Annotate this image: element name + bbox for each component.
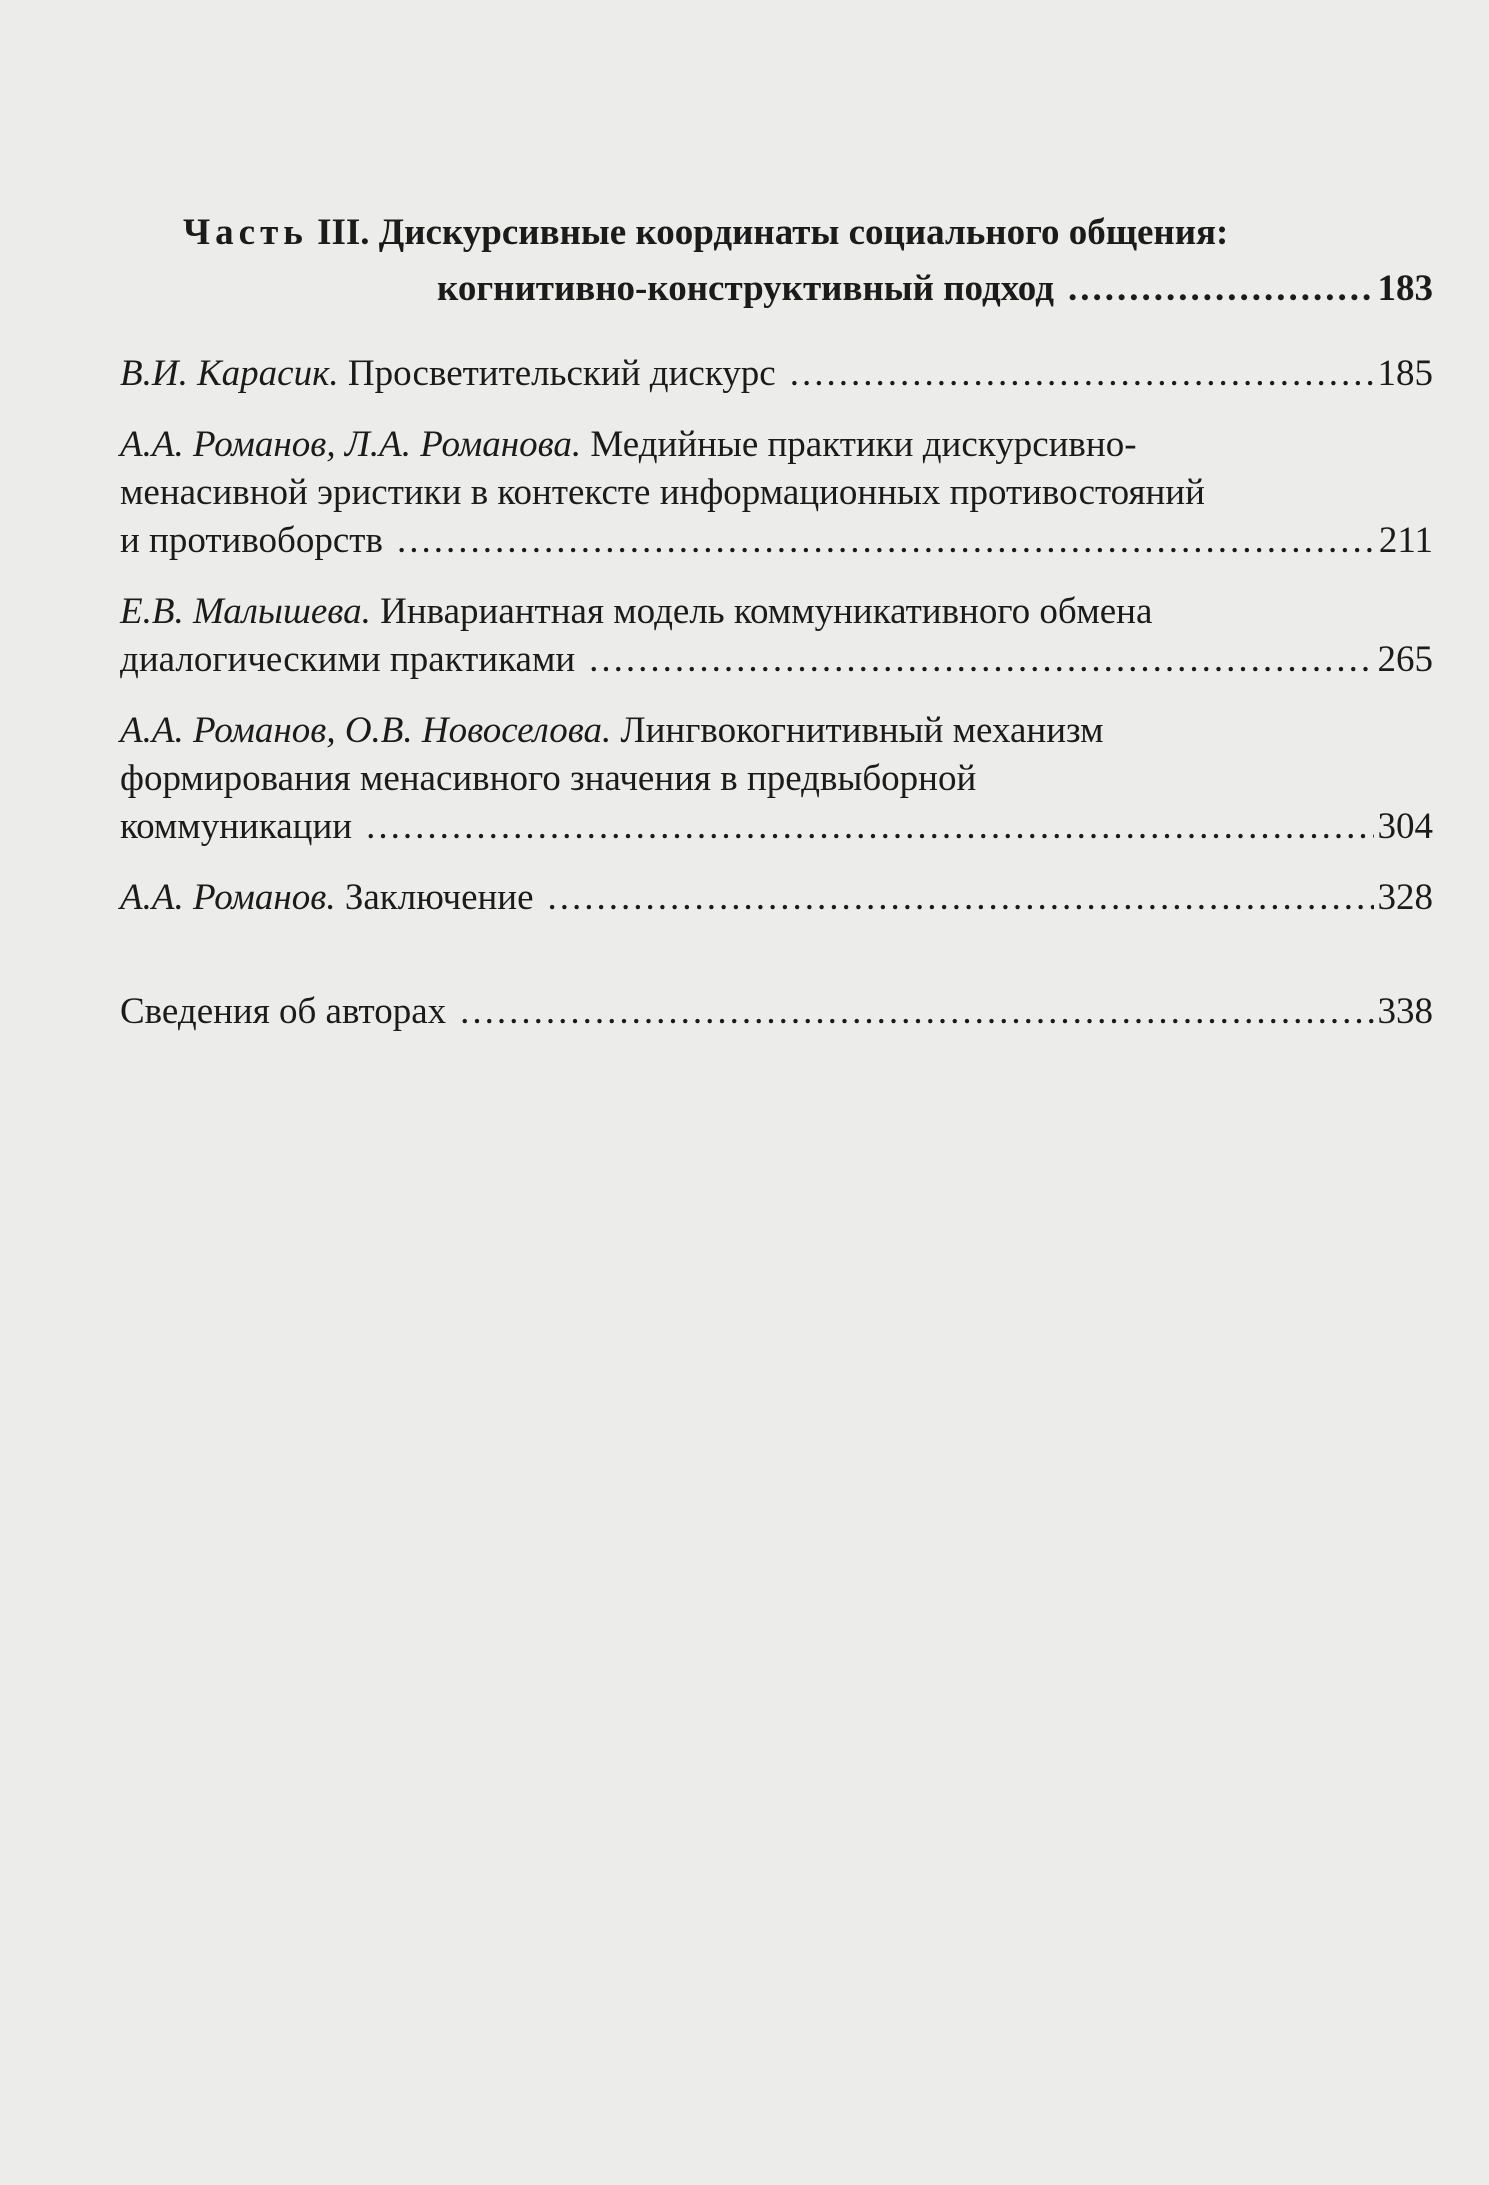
toc-entries — [120, 350, 1433, 945]
entry-title-line — [120, 421, 1433, 469]
entry-author: А.А. Романов, Л.А. Романова. — [120, 424, 582, 465]
toc-entry-last-line — [120, 874, 1433, 922]
entry-title-line — [120, 707, 1433, 755]
toc-entry-last-line — [120, 636, 1433, 684]
entry-page-number: 328 — [1377, 877, 1433, 918]
part-number: III. — [317, 212, 370, 253]
entry-title-line: и противоборств — [120, 520, 383, 561]
entry-title: Просветительский дискурс — [347, 353, 776, 394]
entry-author: А.А. Романов, О.В. Новоселова. — [120, 710, 612, 751]
toc-entry — [120, 350, 1433, 398]
entry-title-line: менасивной эристики в контексте информационных противостояний — [120, 472, 1205, 513]
dot-leader — [1068, 261, 1374, 317]
entry-page-number: 265 — [1377, 639, 1433, 680]
entry-page-number: 185 — [1377, 353, 1433, 394]
toc-entry-last-line — [120, 803, 1433, 851]
entry-title-line: диалогическими практиками — [120, 639, 576, 680]
entry-title: Медийные практики дискурсивно- — [590, 424, 1137, 465]
entry-title-line — [120, 588, 1433, 636]
part-title-line1: Дискурсивные координаты социального общения: — [378, 212, 1229, 253]
authors-info-entry — [120, 988, 1433, 1036]
toc-entry — [120, 588, 1433, 684]
part-page-number: 183 — [1377, 268, 1433, 309]
dot-leader — [460, 988, 1373, 1036]
dot-leader — [790, 350, 1374, 398]
dot-leader — [589, 636, 1373, 684]
dot-leader — [548, 874, 1374, 922]
dot-leader — [366, 803, 1373, 851]
toc-entry-last-line — [120, 517, 1433, 565]
authors-info-label: Сведения об авторах — [120, 991, 447, 1032]
part-heading-line2 — [437, 261, 1433, 317]
entry-title: Лингвокогнитивный механизм — [620, 710, 1104, 751]
toc-entry-last-line — [120, 350, 1433, 398]
entry-author: А.А. Романов. — [120, 877, 336, 918]
part-title-line2: когнитивно-конструктивный подход — [437, 268, 1054, 309]
part-heading-line1 — [183, 205, 1440, 261]
toc-entry-last-line — [120, 988, 1433, 1036]
entry-title-line: коммуникации — [120, 806, 353, 847]
entry-author: В.И. Карасик. — [120, 353, 339, 394]
entry-title: Инвариантная модель коммуникативного обмена — [380, 591, 1153, 632]
entry-title-line: формирования менасивного значения в предвыборной — [120, 758, 977, 799]
authors-info-page-number: 338 — [1377, 991, 1433, 1032]
part-heading — [120, 205, 1440, 317]
entry-author: Е.В. Малышева. — [120, 591, 371, 632]
toc-entry — [120, 874, 1433, 922]
entry-title: Заключение — [344, 877, 534, 918]
toc-entry — [120, 421, 1433, 565]
toc-entry — [120, 707, 1433, 851]
part-label: Часть — [183, 212, 308, 253]
dot-leader — [397, 517, 1375, 565]
entry-page-number: 304 — [1377, 806, 1433, 847]
entry-page-number: 211 — [1378, 520, 1433, 561]
